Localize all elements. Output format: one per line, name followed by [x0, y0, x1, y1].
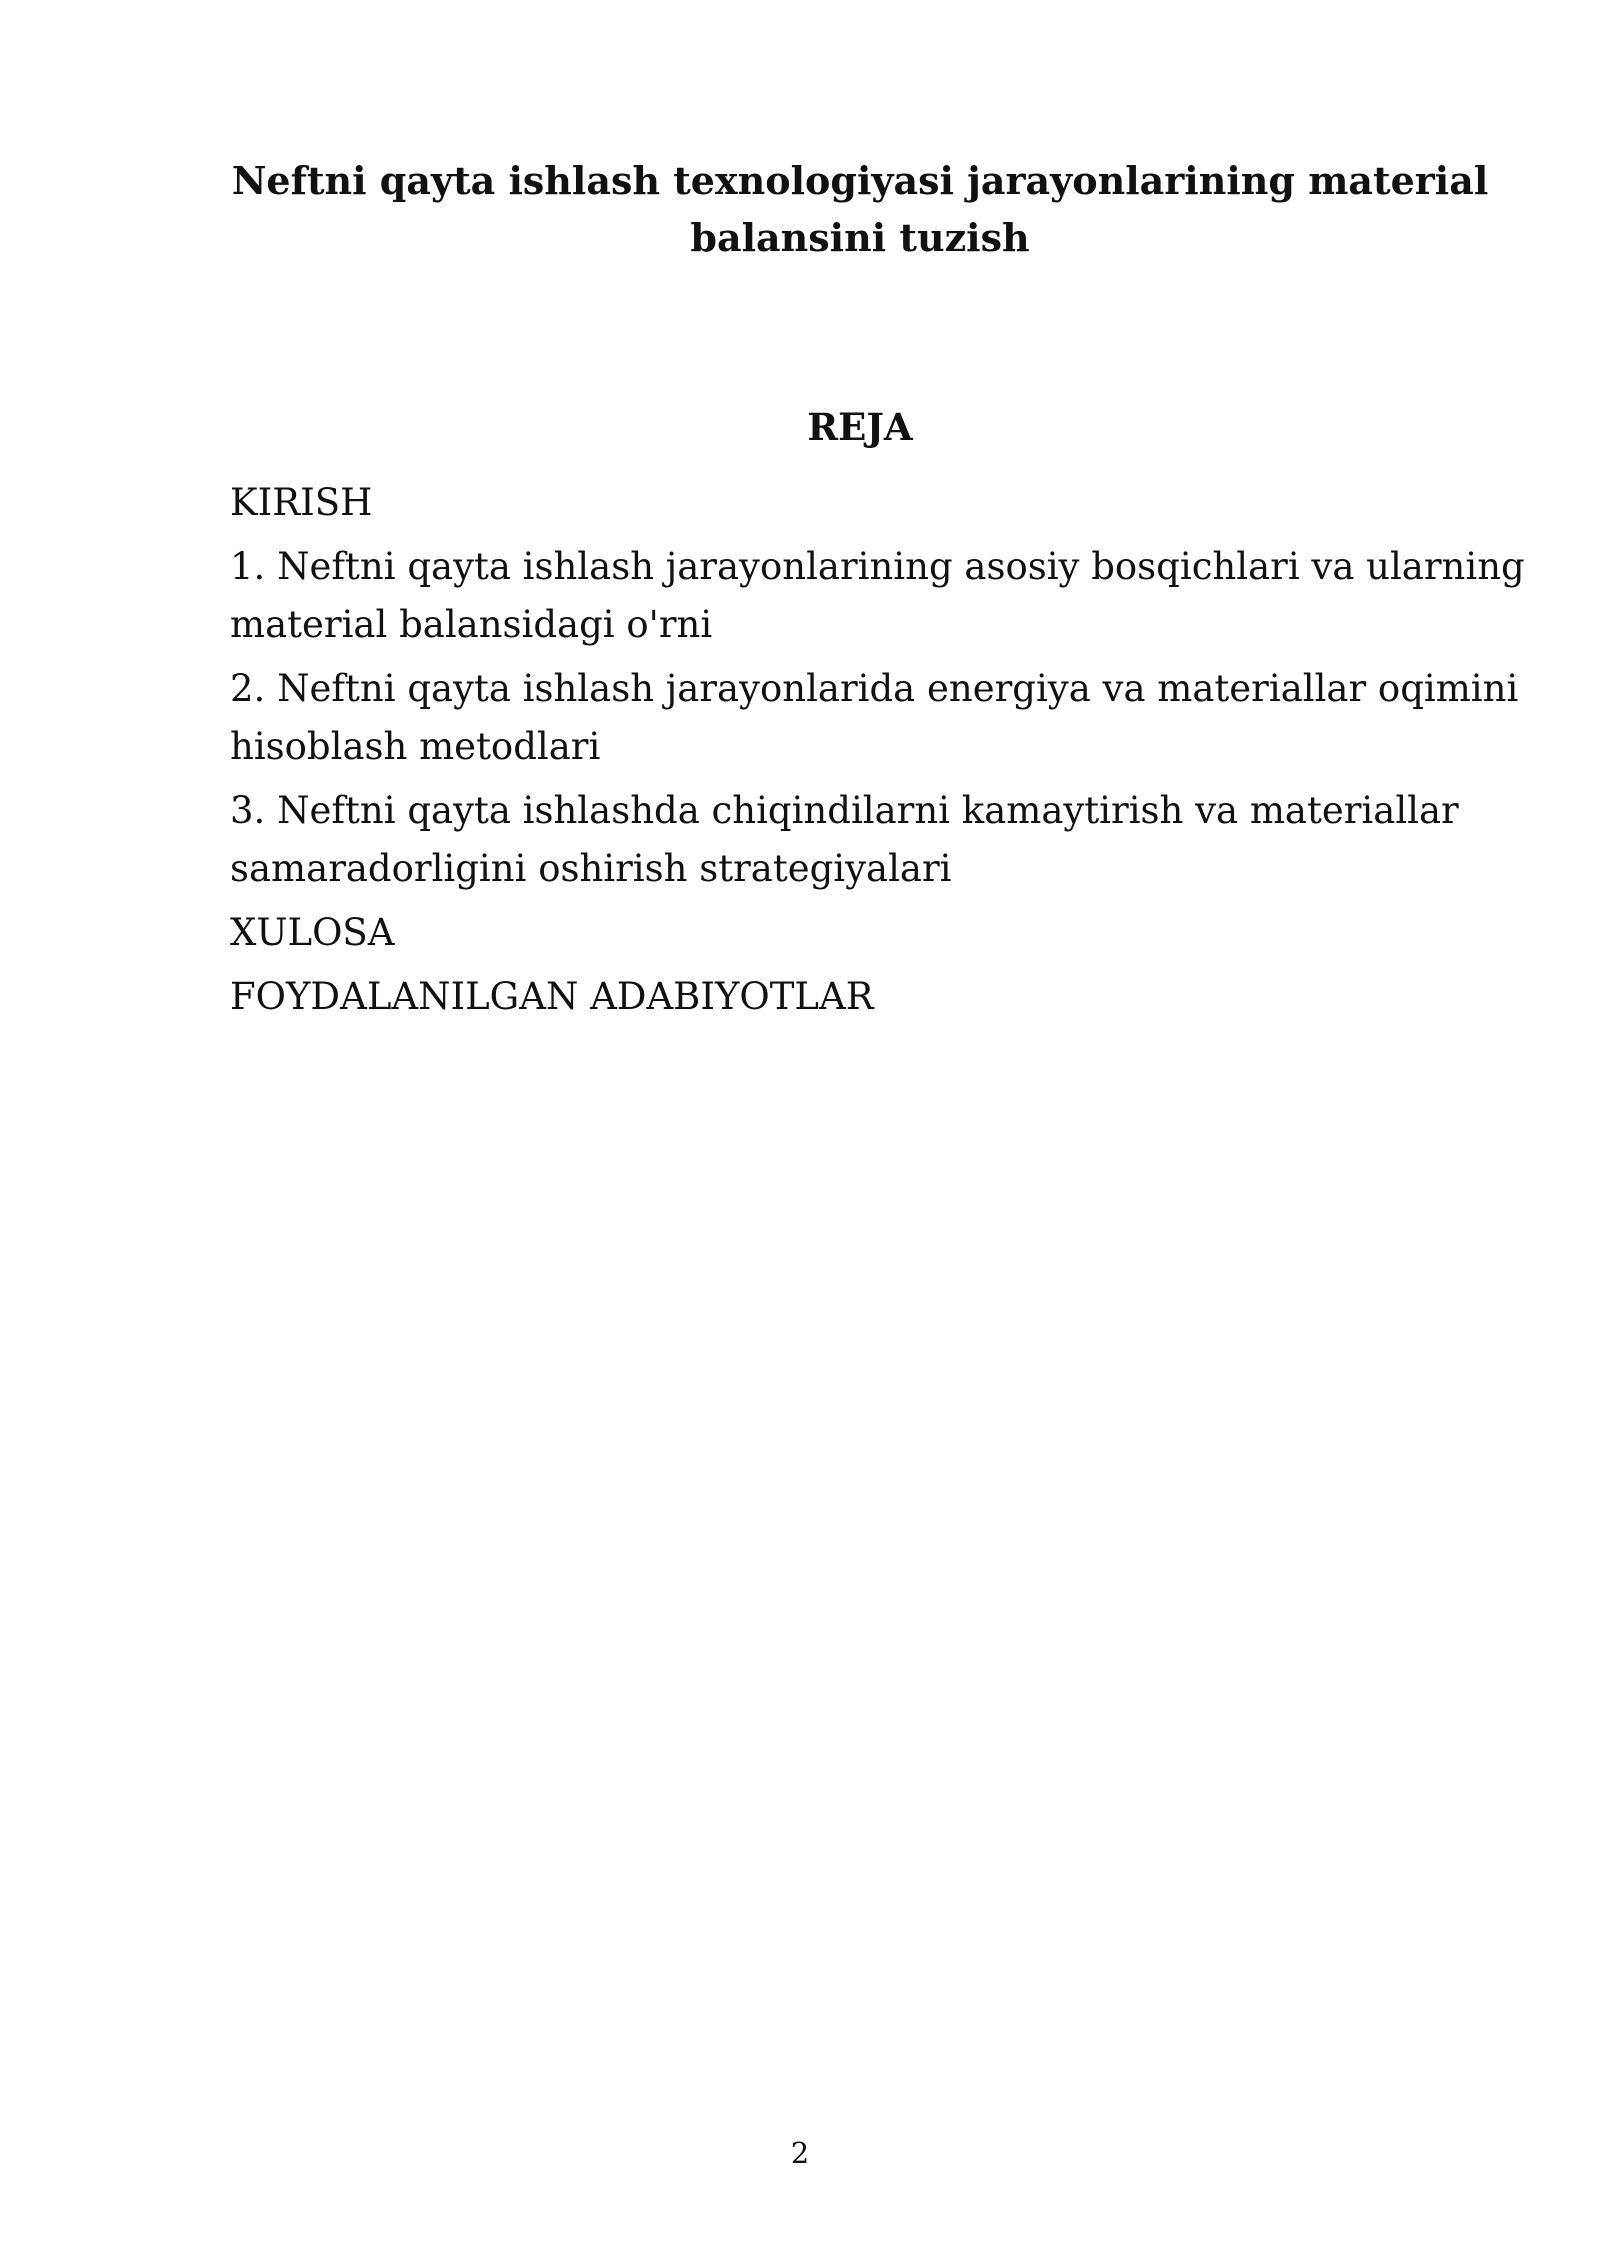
toc-item-section-1: 1. Neftni qayta ishlash jarayonlarining asosiy bosqichlari va ularning material balansidagi o'rni: [230, 545, 1525, 646]
document-title: Neftni qayta ishlash texnologiyasi jarayonlarining material balansini tuzish: [231, 158, 1489, 260]
toc-item-section-3: 3. Neftni qayta ishlashda chiqindilarni kamaytirish va materiallar samaradorligini oshirish strategiyalari: [230, 789, 1459, 890]
toc-item-introduction: KIRISH: [230, 481, 373, 524]
toc-item-conclusion: XULOSA: [230, 911, 395, 954]
toc-item-references: FOYDALANILGAN ADABIYOTLAR: [230, 975, 874, 1018]
toc-item-section-2: 2. Neftni qayta ishlash jarayonlarida energiya va materiallar oqimini hisoblash metodlari: [230, 667, 1519, 768]
table-of-contents: [230, 474, 1530, 1032]
plan-heading: REJA: [807, 405, 913, 449]
page-number: 2: [790, 2136, 810, 2170]
